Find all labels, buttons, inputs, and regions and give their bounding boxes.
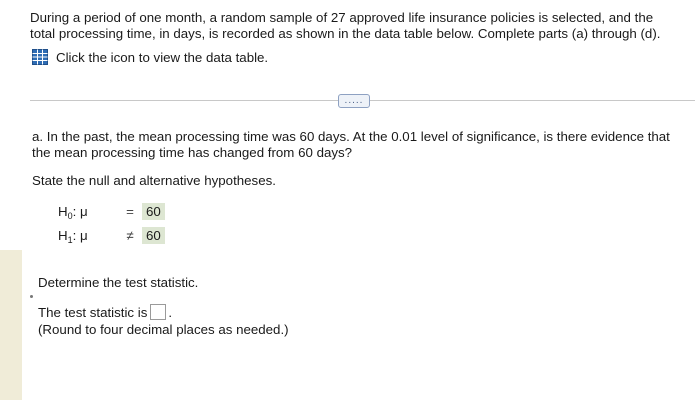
rounding-note: (Round to four decimal places as needed.): [38, 322, 289, 337]
table-icon[interactable]: [32, 49, 48, 65]
part-a-question: a. In the past, the mean processing time was 60 days. At the 0.01 level of significance, is there evidence that the mean processing time has changed from 60 days?: [32, 129, 670, 160]
test-statistic-label: The test statistic is: [38, 304, 148, 320]
bullet-marker: [30, 295, 33, 298]
test-statistic-answer: [38, 304, 172, 320]
data-table-link-label[interactable]: Click the icon to view the data table.: [56, 49, 269, 65]
alternative-hypothesis-operator[interactable]: ≠: [126, 228, 134, 243]
null-hypothesis: [58, 203, 165, 220]
data-table-link[interactable]: [32, 49, 268, 65]
answer-period: .: [168, 304, 173, 320]
null-hypothesis-value[interactable]: 60: [142, 203, 165, 220]
test-statistic-input[interactable]: [150, 304, 166, 320]
alternative-hypothesis-symbol: H 1 : μ: [58, 228, 88, 245]
alternative-hypothesis-value[interactable]: 60: [142, 227, 165, 244]
expand-more-button[interactable]: .....: [338, 94, 370, 108]
null-hypothesis-operator[interactable]: =: [126, 204, 134, 219]
alternative-hypothesis: [58, 227, 165, 244]
left-side-strip: [0, 250, 22, 400]
state-hypotheses-prompt: State the null and alternative hypotheses.: [32, 173, 276, 188]
test-statistic-prompt: Determine the test statistic.: [38, 275, 199, 290]
problem-intro: During a period of one month, a random sample of 27 approved life insurance policies is selected, and the total processing time, in days, is recorded as shown in the data table below. Complete parts (a) through (d).: [30, 10, 661, 41]
null-hypothesis-symbol: H 0 : μ: [58, 204, 88, 221]
